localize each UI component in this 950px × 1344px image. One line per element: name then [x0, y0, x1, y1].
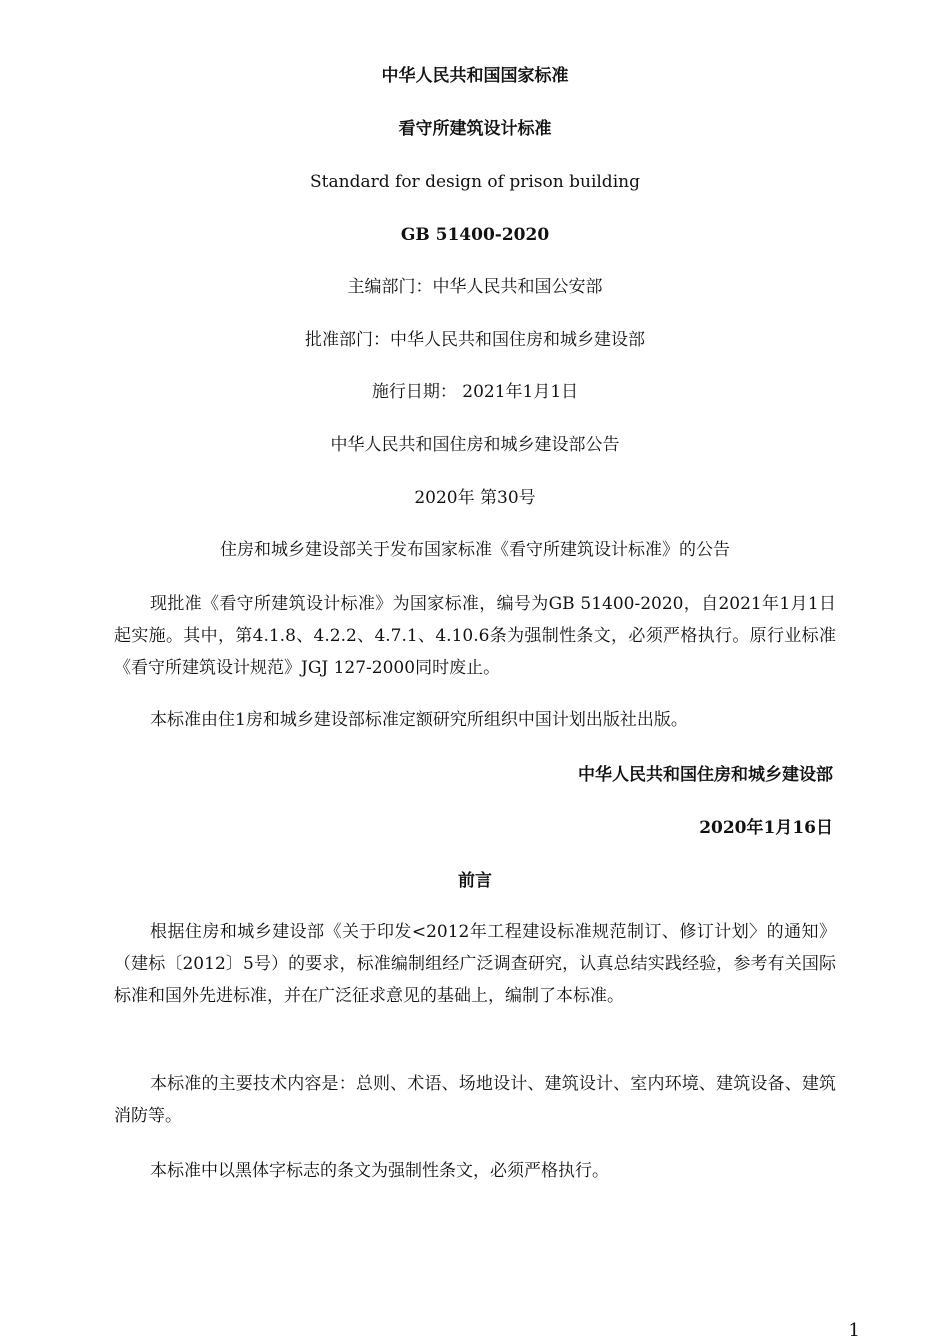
chief-editor-department: 主编部门：中华人民共和国公安部 — [347, 277, 603, 297]
announcement-publisher-paragraph: 本标准由住1房和城乡建设部标准定额研究所组织中国计划出版社出版。 — [150, 710, 688, 730]
announcement-body-paragraph: 现批准《看守所建筑设计标准》为国家标准，编号为GB 51400-2020，自2021年1月1日起实施。其中，第4.1.8、4.2.2、4.7.1、4.10.6条为强制性条文，必须严格执行。原行业标准《看守所建筑设计规范》JGJ 127-2000同时废止。 — [114, 594, 836, 678]
announcement-signature: 中华人民共和国住房和城乡建设部 — [578, 765, 833, 785]
announcement-issuer: 中华人民共和国住房和城乡建设部公告 — [330, 435, 620, 455]
standard-code: GB 51400-2020 — [400, 225, 550, 245]
announcement-number: 2020年 第30号 — [414, 488, 536, 508]
preface-paragraph-basis: 根据住房和城乡建设部《关于印发<2012年工程建设标准规范制订、修订计划〉的通知》（建标〔2012〕5号）的要求，标准编制组经广泛调查研究，认真总结实践经验，参考有关国际标准和国外先进标准，并在广泛征求意见的基础上，编制了本标准。 — [114, 922, 836, 1006]
approval-department: 批准部门：中华人民共和国住房和城乡建设部 — [305, 330, 645, 350]
national-standard-heading: 中华人民共和国国家标准 — [381, 66, 569, 86]
announcement-title: 住房和城乡建设部关于发布国家标准《看守所建筑设计标准》的公告 — [220, 540, 730, 560]
announcement-date: 2020年1月16日 — [699, 818, 833, 838]
effective-date: 施行日期： 2021年1月1日 — [371, 382, 579, 402]
standard-title-en: Standard for design of prison building — [310, 172, 640, 192]
preface-paragraph-contents: 本标准的主要技术内容是：总则、术语、场地设计、建筑设计、室内环境、建筑设备、建筑消防等。 — [114, 1074, 836, 1126]
page-number: 1 — [848, 1320, 860, 1341]
preface-paragraph-mandatory: 本标准中以黑体字标志的条文为强制性条文，必须严格执行。 — [150, 1161, 609, 1181]
preface-heading: 前言 — [458, 871, 492, 891]
standard-title-cn: 看守所建筑设计标准 — [398, 119, 552, 139]
